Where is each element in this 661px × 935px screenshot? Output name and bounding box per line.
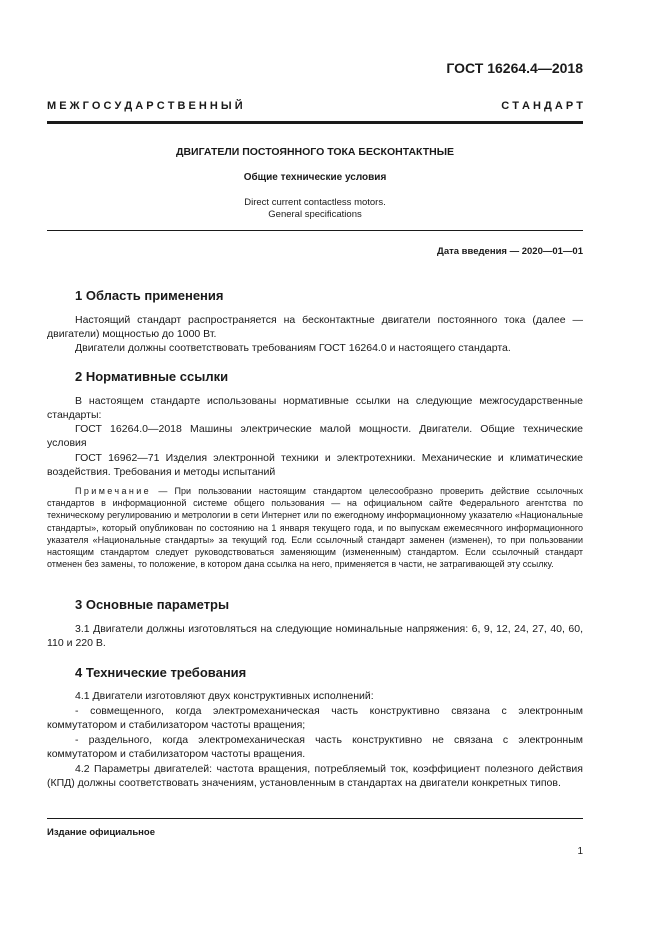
title-divider bbox=[47, 230, 583, 231]
section-4-paragraph-1: 4.1 Двигатели изготовляют двух конструктивных исполнений: bbox=[75, 690, 374, 702]
official-edition-label: Издание официальное bbox=[47, 827, 155, 838]
section-2-reference-1: ГОСТ 16264.0—2018 Машины электрические малой мощности. Двигатели. Общие технические условия bbox=[47, 423, 583, 450]
section-2-note bbox=[47, 485, 583, 570]
interstate-word: М Е Ж Г О С У Д А Р С Т В Е Н Н Ы Й bbox=[47, 100, 243, 112]
document-title: ДВИГАТЕЛИ ПОСТОЯННОГО ТОКА БЕСКОНТАКТНЫЕ bbox=[175, 146, 454, 158]
section-2-heading: 2 Нормативные ссылки bbox=[75, 369, 229, 384]
english-title-line1: Direct current contactless motors. bbox=[244, 197, 386, 208]
section-3-heading: 3 Основные параметры bbox=[75, 597, 230, 612]
section-1-paragraph-1: Настоящий стандарт распространяется на бесконтактные двигатели постоянного тока (далее — двигатели) мощностью до 1000 Вт. bbox=[47, 314, 583, 341]
interstate-standard-banner bbox=[47, 100, 583, 112]
note-label: Примечание bbox=[75, 486, 152, 496]
standard-number: ГОСТ 16264.4—2018 bbox=[446, 60, 583, 76]
section-3-paragraph-1: 3.1 Двигатели должны изготовляться на следующие номинальные напряжения: 6, 9, 12, 24, 27, 40, 60, 110 и 220 В. bbox=[47, 623, 583, 650]
section-4-heading: 4 Технические требования bbox=[75, 665, 247, 680]
section-4-list-item-1: - совмещенного, когда электромеханическая часть конструктивно связана с электронным коммутатором и стабилизатором частоты вращения; bbox=[47, 705, 583, 732]
section-4-list-item-2: - раздельного, когда электромеханическая часть конструктивно не связана с электронным коммутатором и стабилизатором частоты вращения. bbox=[47, 734, 583, 761]
english-title-line2: General specifications bbox=[268, 209, 362, 220]
section-1-heading: 1 Область применения bbox=[75, 288, 224, 303]
footer-divider bbox=[47, 818, 583, 819]
section-1-paragraph-2: Двигатели должны соответствовать требованиям ГОСТ 16264.0 и настоящего стандарта. bbox=[75, 342, 511, 354]
section-4-paragraph-2: 4.2 Параметры двигателей: частота вращения, потребляемый ток, коэффициент полезного действия (КПД) должны соответствовать значениям, установленным в стандартах на двигатели конкретных типов. bbox=[47, 763, 583, 790]
section-2-reference-2: ГОСТ 16962—71 Изделия электронной техники и электротехники. Механические и климатические воздействия. Требования и методы испытаний bbox=[47, 452, 583, 479]
english-title bbox=[47, 197, 583, 221]
standard-word: С Т А Н Д А Р Т bbox=[501, 100, 583, 112]
introduction-date: Дата введения — 2020—01—01 bbox=[437, 246, 583, 257]
note-text: — При пользовании настоящим стандартом целесообразно проверить действие ссылочных стандартов в информационной системе общего пользования — на официальном сайте Федерального агентства по техническому регулированию и метрологии в сети Интернет или по ежегодному информационному указателю «Национальные стандарты», который опубликован по состоянию на 1 января текущего года, и по выпускам ежемесячного информационного указателя «Национальные стандарты» за текущий год. Если ссылочный стандарт заменен (изменен), то при пользовании настоящим стандартом следует руководствоваться заменяющим (измененным) стандартом. Если ссылочный стандарт отменен без замены, то положение, в котором дана ссылка на него, применяется в части, не затрагивающей эту ссылку. bbox=[47, 486, 583, 570]
page-number: 1 bbox=[577, 846, 583, 857]
header-divider bbox=[47, 121, 583, 124]
document-subtitle: Общие технические условия bbox=[243, 172, 387, 183]
section-2-paragraph-1: В настоящем стандарте использованы нормативные ссылки на следующие межгосударственные стандарты: bbox=[47, 395, 583, 422]
